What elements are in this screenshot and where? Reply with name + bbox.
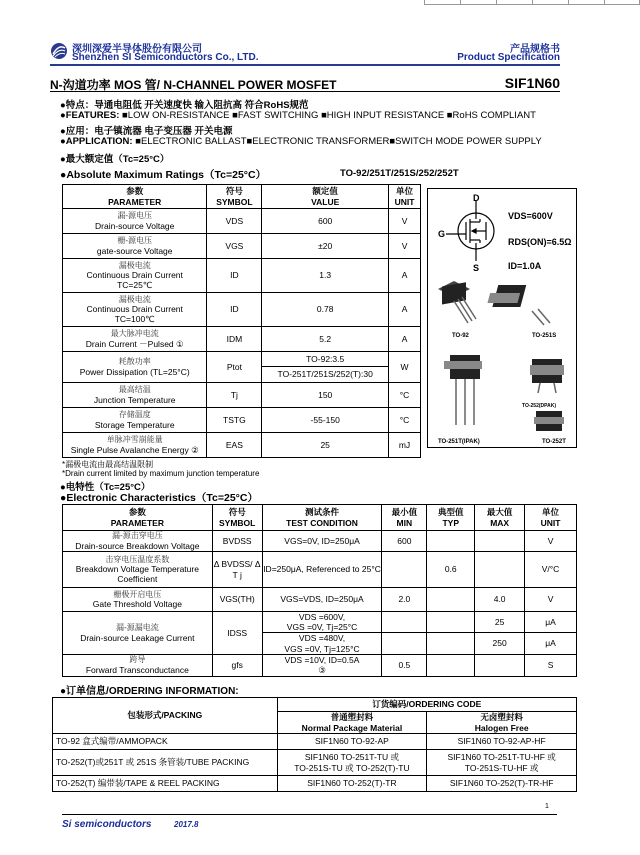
- mosfet-diagram: [427, 188, 577, 448]
- title-bar: [50, 76, 560, 92]
- max-ratings-heading-en: ●Absolute Maximum Ratings（Tc=25°C）: [60, 169, 267, 181]
- note-cn: *漏极电流由最高结温限制: [62, 460, 154, 469]
- page-number: 1: [545, 803, 549, 810]
- application-cn: ●应用：电子镇流器 电子变压器 开关电源: [60, 126, 233, 137]
- table-row: 栅-源电压 gate-source Voltage VGS ±20 V: [63, 234, 421, 259]
- col-symbol: 符号 SYMBOL: [212, 505, 262, 531]
- col-unit: 单位 UNIT: [525, 505, 577, 531]
- table-row: 存储温度 Storage Temperature TSTG -55-150 °C: [63, 408, 421, 433]
- col-min: 最小值 MIN: [382, 505, 427, 531]
- table-row: 漏极电流 Continuous Drain Current TC=25℃ ID 1.3 A: [63, 259, 421, 293]
- rds-spec: RDS(ON)=6.5Ω: [508, 237, 572, 247]
- table-row: 跨导 Forward Transconductance gfs VDS =10V, ID=0.5A ③ 0.5 S: [63, 654, 577, 676]
- table-row: 漏-源电压 Drain-source Voltage VDS 600 V: [63, 209, 421, 234]
- spec-label-cn: 产品规格书: [510, 44, 560, 55]
- table-row: 漏极电流 Continuous Drain Current TC=100℃ ID 0.78 A: [63, 293, 421, 327]
- part-number: SIF1N60: [504, 75, 560, 91]
- features-cn: ●特点：导通电阻低 开关速度快 输入阻抗高 符合RoHS规范: [60, 100, 309, 111]
- col-unit: 单位 UNIT: [389, 185, 421, 209]
- to252-dpak-package-icon: [530, 359, 564, 393]
- table-row: TO-92 盒式编带/AMMOPACK SIF1N60 TO-92-AP SIF1N60 TO-92-AP-HF: [53, 734, 577, 750]
- table-row: 最高结温 Junction Temperature Tj 150 °C: [63, 383, 421, 408]
- mosfet-symbol-icon: [446, 201, 494, 261]
- page-footer: [62, 814, 557, 834]
- col-ordering-code: 订货编码/ORDERING CODE: [277, 698, 576, 712]
- table-row: VDS =480V, VGS =0V, Tj=125°C 250 μA: [63, 633, 577, 654]
- package-list: TO-92/251T/251S/252/252T: [340, 168, 459, 179]
- col-symbol: 符号 SYMBOL: [207, 185, 262, 209]
- to251t-ipak-package-icon: [444, 355, 482, 425]
- note-en: *Drain current limited by maximum junction temperature: [62, 469, 260, 478]
- col-param: 参数 PARAMETER: [63, 185, 207, 209]
- svg-text:TO-251S: TO-251S: [532, 333, 557, 339]
- electrical-heading-cn: ●电特性（Tc=25°C）: [60, 482, 151, 493]
- electrical-table: [62, 504, 577, 677]
- electrical-heading-en: ●Electronic Characteristics（Tc=25°C）: [60, 492, 258, 504]
- max-ratings-table: [62, 184, 421, 458]
- col-packing: 包装形式/PACKING: [53, 698, 278, 734]
- gate-label: G: [438, 229, 446, 239]
- features-en: ●FEATURES: ■LOW ON-RESISTANCE ■FAST SWITCHING ■HIGH INPUT RESISTANCE ■RoHS COMPLIANT: [60, 110, 536, 121]
- col-max: 最大值 MAX: [475, 505, 525, 531]
- svg-text:TO-251T(IPAK): TO-251T(IPAK): [438, 439, 480, 445]
- table-row: TO-252(T)或251T 或 251S 条管装/TUBE PACKING SIF1N60 TO-251T-TU 或 TO-251S-TU 或 TO-252(T)-TU SIF1N60 TO-251T-TU-HF 或 TO-251S-TU-HF 或: [53, 750, 577, 776]
- company-name-cn: 深圳深爱半导体股份有限公司: [72, 44, 202, 55]
- company-name-en: Shenzhen SI Semiconductors Co., LTD.: [72, 52, 259, 63]
- spec-label-en: Product Specification: [457, 52, 560, 63]
- col-typ: 典型值 TYP: [427, 505, 475, 531]
- svg-text:TO-92: TO-92: [452, 333, 469, 339]
- to92-package-icon: [438, 281, 476, 323]
- to251s-package-icon: [487, 285, 550, 325]
- application-en: ●APPLICATION: ■ELECTRONIC BALLAST■ELECTRONIC TRANSFORMER■SWITCH MODE POWER SUPPLY: [60, 136, 542, 147]
- table-row: 单脉冲雪崩能量 Single Pulse Avalanche Energy ② EAS 25 mJ: [63, 433, 421, 458]
- svg-text:TO-252(DPAK): TO-252(DPAK): [522, 403, 556, 409]
- drain-label: D: [473, 193, 480, 203]
- to252t-package-icon: [534, 411, 564, 431]
- ordering-heading: ●订单信息/ORDERING INFORMATION:: [60, 686, 239, 697]
- table-row: 最大脉冲电流 Drain Current －Pulsed ① IDM 5.2 A: [63, 327, 421, 352]
- svg-text:TO-252T: TO-252T: [542, 439, 566, 445]
- table-row: 漏-源漏电流 Drain-source Leakage Current IDSS VDS =600V, VGS =0V, Tj=25°C 25 μA: [63, 612, 577, 633]
- ordering-table: [52, 697, 577, 792]
- company-logo-icon: [50, 42, 68, 60]
- col-condition: 测试条件 TEST CONDITION: [262, 505, 382, 531]
- vds-spec: VDS=600V: [508, 211, 553, 221]
- footer-year: 2017.8: [174, 820, 199, 829]
- page-header: [50, 40, 560, 66]
- table-row: 击穿电压温度系数 Breakdown Voltage Temperature Coefficient Δ BVDSS/ Δ T j ID=250μA, Referenced to 25°C 0.6 V/°C: [63, 552, 577, 588]
- footer-brand: Si semiconductors: [62, 819, 152, 830]
- table-row: 耗散功率 Power Dissipation (TL=25°C) Ptot TO-92:3.5 W: [63, 352, 421, 367]
- table-row: TO-251T/251S/252(T):30: [63, 367, 421, 383]
- table-row: 漏-源击穿电压 Drain-source Breakdown Voltage BVDSS VGS=0V, ID=250μA 600 V: [63, 531, 577, 552]
- document-title: N-沟道功率 MOS 管/ N-CHANNEL POWER MOSFET: [50, 78, 337, 92]
- table-row: 栅极开启电压 Gate Threshold Voltage VGS(TH) VGS=VDS, ID=250μA 2.0 4.0 V: [63, 588, 577, 612]
- col-param: 参数 PARAMETER: [63, 505, 213, 531]
- top-corner-box: [424, 0, 640, 5]
- table-row: TO-252(T) 编带装/TAPE & REEL PACKING SIF1N60 TO-252(T)-TR SIF1N60 TO-252(T)-TR-HF: [53, 776, 577, 792]
- col-value: 额定值 VALUE: [262, 185, 389, 209]
- col-normal: 普通塑封料 Normal Package Material: [277, 712, 427, 734]
- max-ratings-heading-cn: ●最大额定值（Tc=25°C）: [60, 154, 170, 165]
- id-spec: ID=1.0A: [508, 261, 542, 271]
- col-halogen: 无卤塑封料 Halogen Free: [427, 712, 577, 734]
- source-label: S: [473, 263, 480, 273]
